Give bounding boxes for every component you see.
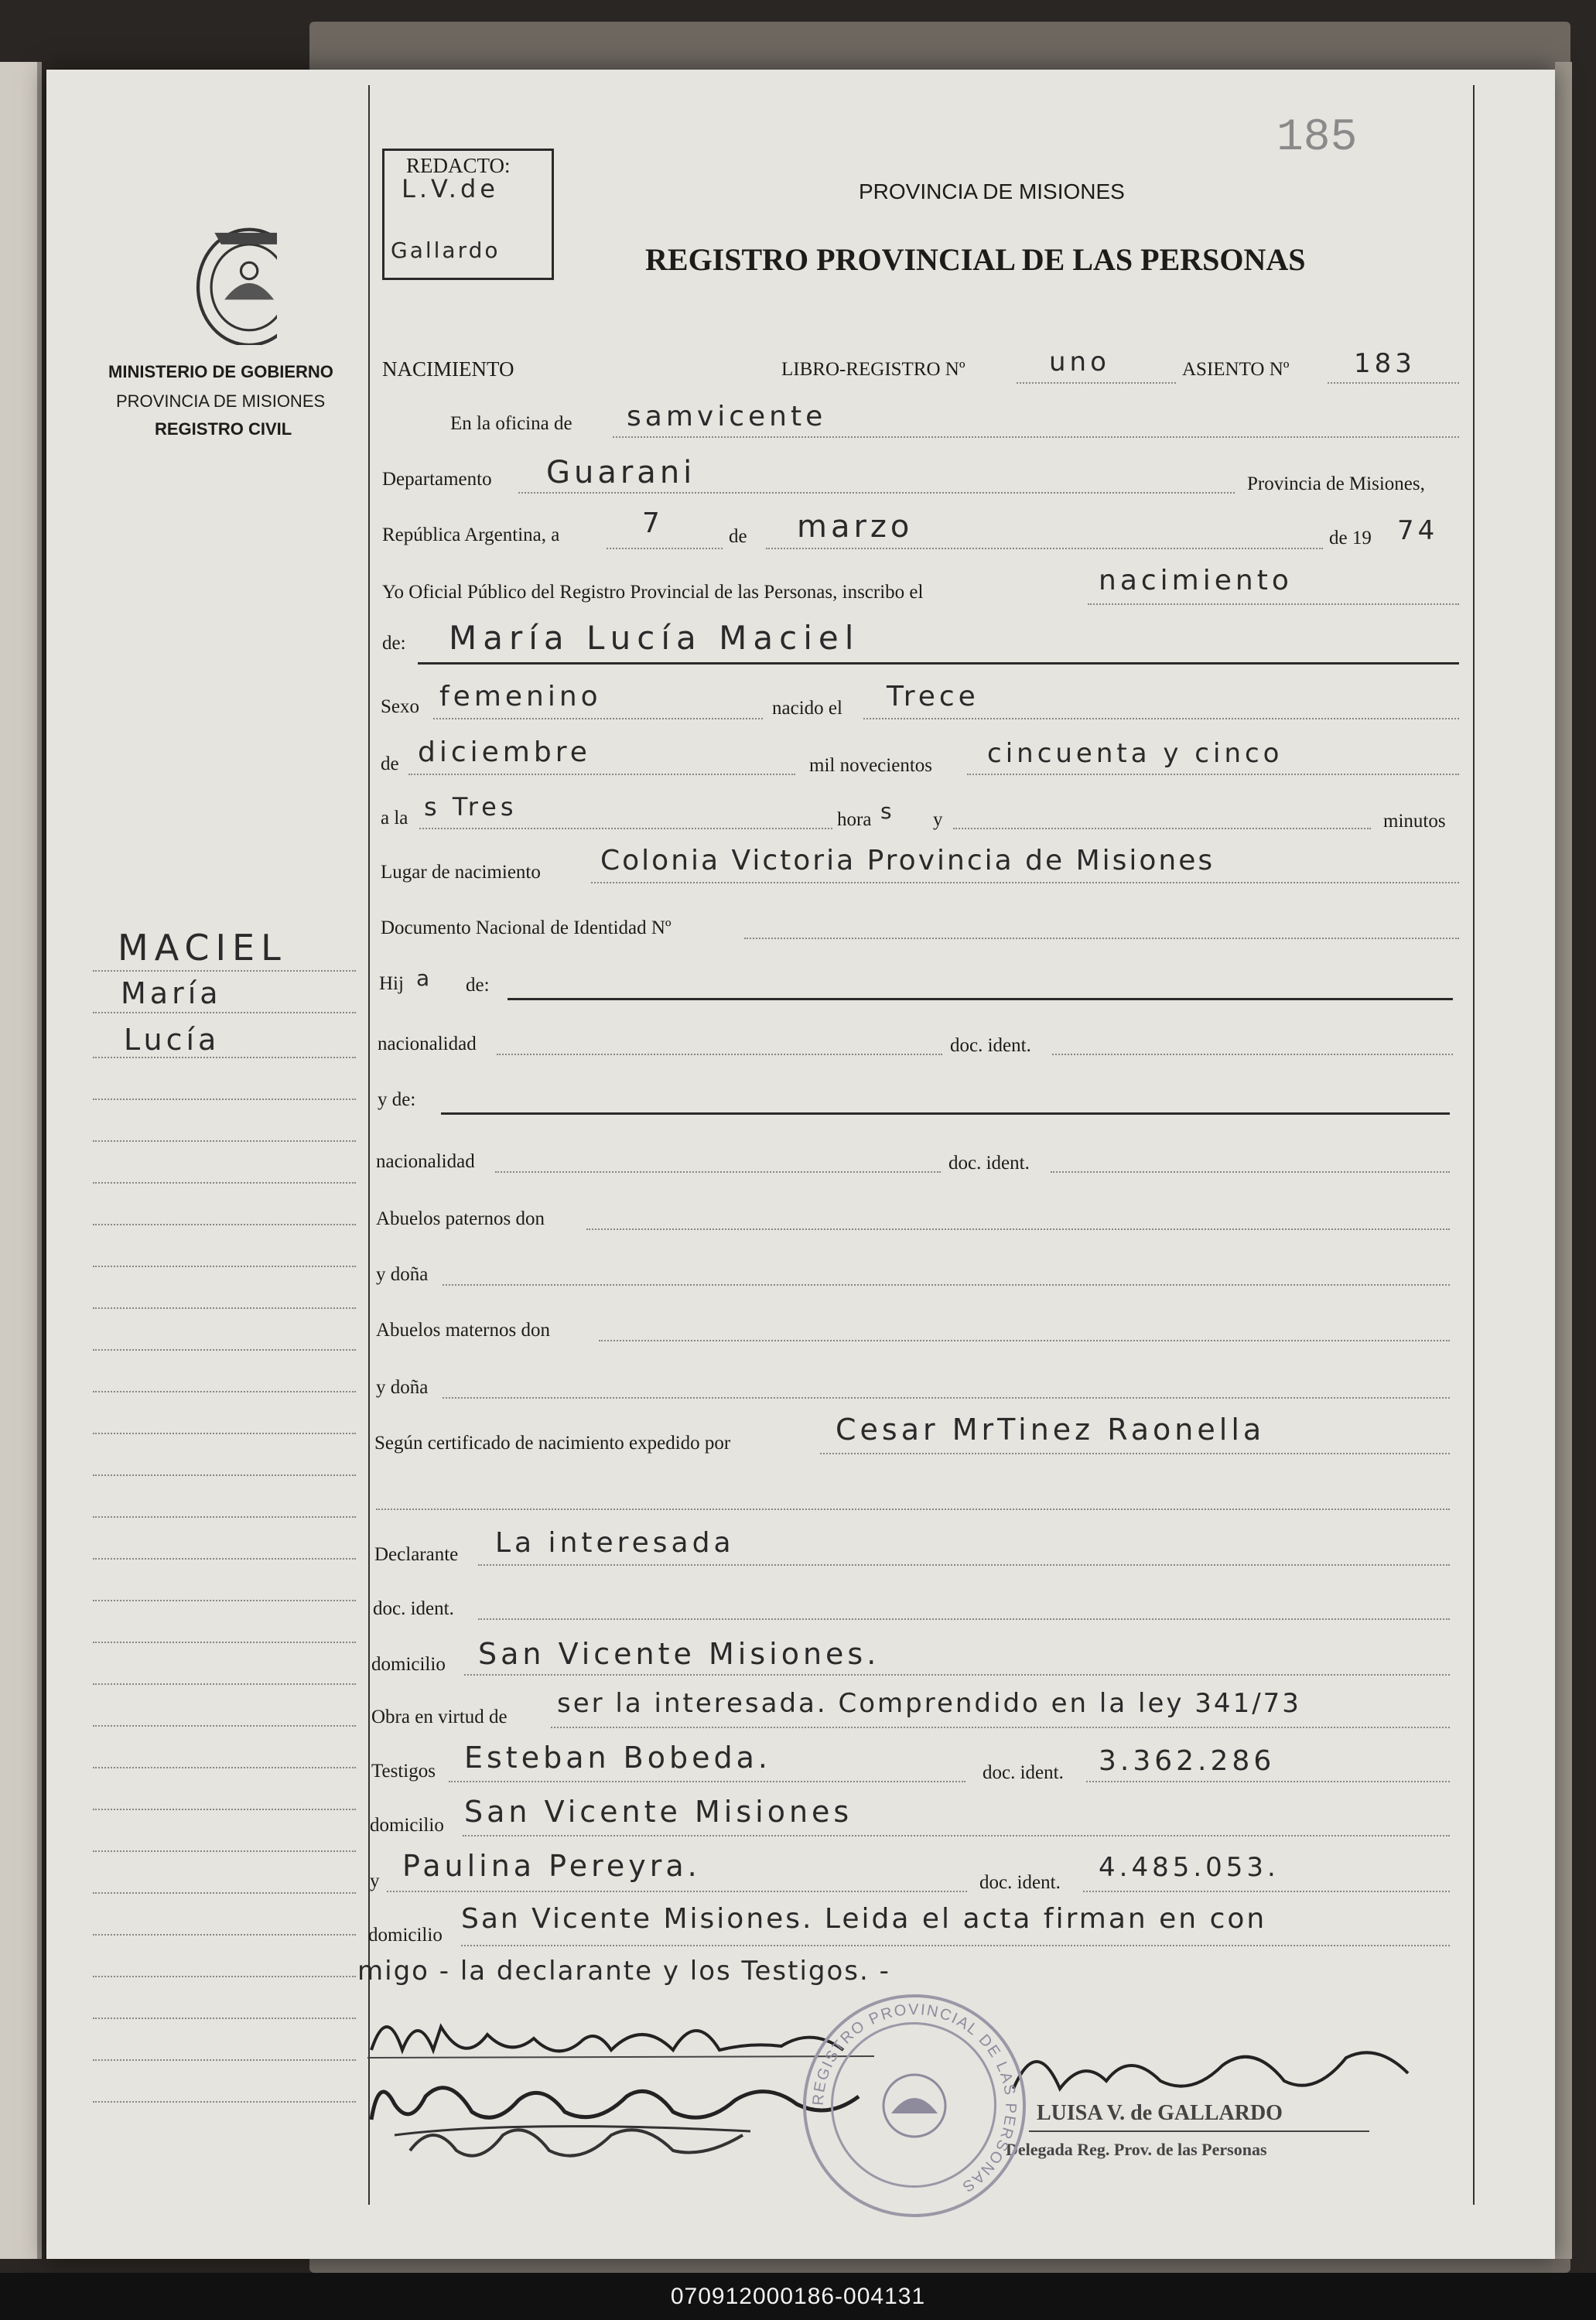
dni-line (744, 938, 1459, 939)
domicilio-label: domicilio (371, 1654, 446, 1675)
testigos-label: Testigos (371, 1761, 436, 1782)
declarante-value: La interesada (495, 1527, 735, 1559)
day-value: 7 (642, 507, 664, 539)
nacionalidad-label: nacionalidad (378, 1034, 477, 1054)
minutos-label: minutos (1383, 811, 1446, 832)
margin-given1: María (121, 976, 222, 1010)
hora-value: s (880, 798, 896, 824)
nacionalidad2-label: nacionalidad (376, 1151, 475, 1172)
domicilio2-line (463, 1835, 1450, 1837)
lugar-label: Lugar de nacimiento (381, 862, 541, 883)
domicilio-value: San Vicente Misiones. (478, 1637, 880, 1671)
margin-line (93, 1307, 356, 1309)
domicilio2-label: domicilio (370, 1815, 444, 1836)
nacionalidad-line (497, 1054, 942, 1055)
testigo2-doc: 4.485.053. (1099, 1852, 1280, 1883)
departamento-line (518, 492, 1235, 494)
de3-label: de (381, 753, 399, 774)
domicilio3-label: domicilio (368, 1925, 443, 1946)
libro-value: uno (1049, 347, 1110, 378)
mil-label: mil novecientos (809, 755, 932, 776)
testigo1-doc: 3.362.286 (1099, 1745, 1276, 1777)
segun-value: Cesar MrTinez Raonella (836, 1413, 1266, 1447)
stamp-text: REGISTRO PROVINCIAL DE LAS PERSONAS (809, 2001, 1020, 2196)
declarante-line (478, 1564, 1450, 1566)
obra-value: ser la interesada. Comprendido en la ley 341/73 (557, 1688, 1301, 1719)
margin-line (93, 1642, 356, 1643)
month-value: marzo (797, 509, 914, 545)
margin-line (93, 1725, 356, 1727)
margin-line (93, 1057, 356, 1058)
oficina-line (613, 436, 1459, 438)
ydona1-line (443, 1284, 1450, 1286)
doc-ident-line (1052, 1054, 1453, 1055)
oficina-label: En la oficina de (450, 413, 572, 434)
margin-surname: MACIEL (118, 927, 287, 969)
anio-nac-line (967, 774, 1459, 775)
doc-ident3-line (478, 1618, 1450, 1620)
margin-line (93, 2059, 356, 2061)
testigo2-line (387, 1891, 967, 1892)
margin-line (93, 1182, 356, 1184)
margin-line (93, 1140, 356, 1142)
redacto-line2: Gallardo (391, 237, 501, 263)
testigo1-doc-line (1086, 1781, 1450, 1782)
departamento-value: Guarani (546, 455, 696, 490)
lugar-value: Colonia Victoria Provincia de Misiones (600, 845, 1215, 876)
margin-line (93, 1683, 356, 1685)
registry-round-stamp (803, 1994, 1026, 2217)
doc-ident4-label: doc. ident. (983, 1762, 1064, 1783)
sexo-value: femenino (439, 681, 602, 712)
hija-label: Hij (379, 973, 404, 994)
libro-label: LIBRO-REGISTRO Nº (781, 359, 965, 380)
margin-line (93, 1012, 356, 1013)
year-prefix: de 19 (1329, 528, 1372, 548)
hija-suffix: a (416, 965, 434, 991)
margin-line (93, 1098, 356, 1100)
abuelos-pat-label: Abuelos paternos don (376, 1208, 545, 1229)
anio-nac-value: cincuenta y cinco (987, 738, 1283, 769)
margin-line (93, 1976, 356, 1977)
yde-label: y de: (378, 1089, 416, 1110)
margin-line (93, 1809, 356, 1810)
mes-nac-value: diciembre (418, 736, 591, 768)
nacimiento-label: NACIMIENTO (382, 357, 514, 381)
testigo2-doc-line (1083, 1891, 1450, 1892)
nacido-label: nacido el (772, 698, 842, 719)
month-line (766, 548, 1323, 549)
footer-id: 070912000186-004131 (670, 2284, 926, 2309)
lugar-line (591, 882, 1459, 883)
sexo-label: Sexo (381, 696, 419, 717)
yo-oficial-text: Yo Oficial Público del Registro Provincial de las Personas, inscribo el (382, 582, 924, 603)
margin-given2: Lucía (124, 1023, 220, 1057)
doc-ident2-label: doc. ident. (948, 1153, 1030, 1174)
testigo1-value: Esteban Bobeda. (464, 1741, 771, 1775)
y2-label: y (370, 1871, 380, 1891)
minutos-line (953, 828, 1371, 829)
redacto-label: REDACTO: (406, 154, 511, 177)
margin-line (93, 1892, 356, 1894)
continuation-value: migo - la declarante y los Testigos. - (357, 1956, 890, 1987)
margin-line (93, 2101, 356, 2103)
page-number: 185 (1276, 113, 1358, 163)
ydona2-label: y doña (376, 1377, 429, 1398)
doc-ident2-line (1051, 1171, 1450, 1173)
ala-value: s Tres (424, 792, 518, 822)
day-line (607, 548, 723, 549)
y-label: y (933, 809, 943, 830)
hija-line (508, 998, 1453, 1000)
left-page-edge (0, 62, 42, 2259)
name-value: María Lucía Maciel (449, 619, 860, 657)
declarante-label: Declarante (374, 1544, 459, 1565)
margin-line (93, 1850, 356, 1852)
departamento-label: Departamento (382, 469, 492, 490)
page-stack-edge (1555, 62, 1572, 2259)
segun-line2 (376, 1509, 1450, 1510)
yde-line (441, 1112, 1450, 1115)
mes-nac-line (408, 774, 795, 775)
doc-ident-label: doc. ident. (950, 1035, 1031, 1056)
inscribo-line (1088, 603, 1459, 605)
asiento-line (1328, 382, 1459, 384)
asiento-value: 183 (1354, 348, 1416, 379)
de-label: de (729, 526, 747, 547)
provincia-suffix: Provincia de Misiones, (1247, 473, 1425, 494)
ala-label: a la (381, 808, 408, 829)
oficina-value: samvicente (627, 401, 827, 432)
ministry-label: MINISTERIO DE GOBIERNO (108, 362, 333, 381)
republica-label: República Argentina, a (382, 524, 560, 545)
margin-line (93, 1266, 356, 1267)
sexo-line (433, 718, 763, 719)
margin-line (93, 1224, 356, 1225)
obra-label: Obra en virtud de (371, 1707, 508, 1727)
province-seal-icon (169, 221, 277, 345)
redacto-line1: L.V.de (402, 174, 499, 203)
segun-label: Según certificado de nacimiento expedido por (374, 1433, 731, 1454)
domicilio-line (464, 1674, 1450, 1676)
asiento-label: ASIENTO Nº (1182, 359, 1290, 380)
testigo1-line (449, 1781, 965, 1782)
margin-line (93, 1391, 356, 1392)
name-line (418, 662, 1459, 665)
signature-esteban-bobeda (402, 2104, 774, 2174)
hora-label: hora (837, 809, 872, 830)
margin-line (93, 1767, 356, 1768)
abuelos-pat-line (586, 1228, 1450, 1230)
margin-line (93, 1558, 356, 1560)
margin-line (93, 1600, 356, 1601)
header-title: REGISTRO PROVINCIAL DE LAS PERSONAS (645, 242, 1306, 277)
margin-line (93, 1934, 356, 1936)
margin-line (93, 970, 356, 972)
dni-label: Documento Nacional de Identidad Nº (381, 917, 672, 938)
domicilio3-line (461, 1945, 1450, 1946)
signature-delegada (1006, 2027, 1423, 2112)
margin-line (93, 1516, 356, 1518)
ydona1-label: y doña (376, 1264, 429, 1285)
obra-line (551, 1727, 1450, 1728)
redacto-box (382, 149, 554, 280)
province-label: PROVINCIA DE MISIONES (116, 391, 326, 411)
header-province: PROVINCIA DE MISIONES (859, 179, 1125, 203)
domicilio3-value: San Vicente Misiones. Leida el acta firman en con (461, 1903, 1267, 1935)
margin-line (93, 1433, 356, 1434)
inscribo-value: nacimiento (1099, 565, 1293, 596)
delegada-underline (1029, 2130, 1369, 2132)
nacido-value: Trece (887, 681, 979, 712)
libro-line (1017, 382, 1176, 384)
nacionalidad2-line (495, 1171, 941, 1173)
delegada-name: LUISA V. de GALLARDO (1037, 2101, 1283, 2125)
margin-line (93, 1349, 356, 1351)
abuelos-mat-label: Abuelos maternos don (376, 1320, 550, 1341)
ydona2-line (443, 1397, 1450, 1399)
stamp-ring-text (806, 1997, 1023, 2214)
domicilio2-value: San Vicente Misiones (464, 1795, 853, 1829)
margin-line (93, 1474, 356, 1476)
de2-label: de: (382, 633, 406, 654)
year-value: 74 (1397, 515, 1439, 546)
registry-label: REGISTRO CIVIL (155, 419, 292, 439)
hija-de-label: de: (466, 975, 490, 996)
delegada-title: Delegada Reg. Prov. de las Personas (1006, 2140, 1267, 2159)
abuelos-mat-line (599, 1340, 1450, 1341)
segun-line (820, 1453, 1450, 1454)
doc-ident3-label: doc. ident. (373, 1598, 454, 1619)
ala-line (419, 828, 832, 829)
right-rule (1473, 85, 1475, 2205)
nacido-line (863, 718, 1459, 719)
margin-line (93, 2018, 356, 2019)
doc-ident5-label: doc. ident. (979, 1872, 1061, 1893)
testigo2-value: Paulina Pereyra. (402, 1849, 701, 1883)
